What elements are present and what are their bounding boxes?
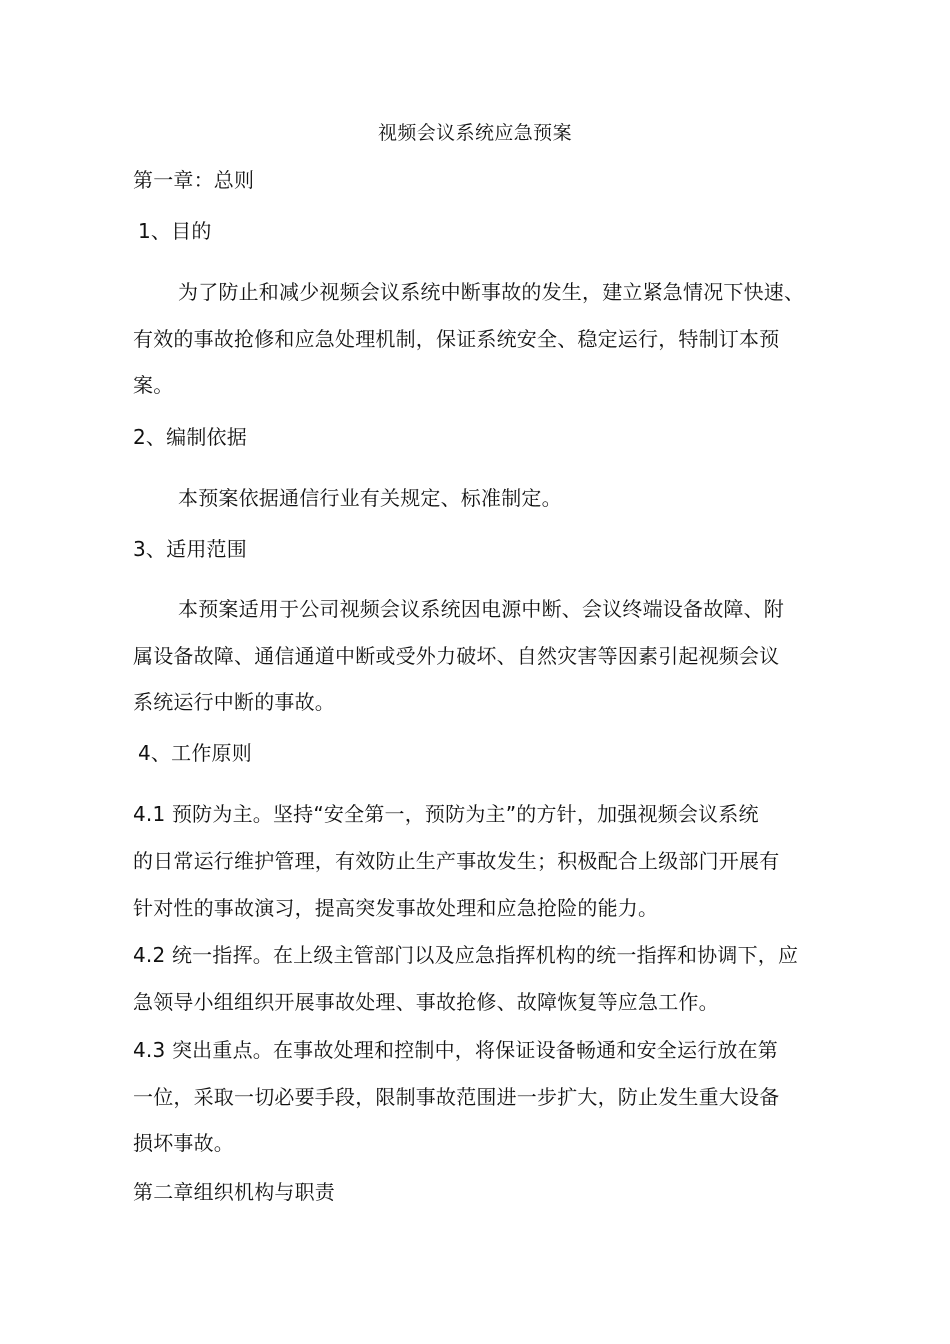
section-2-heading: 2、编制依据 (133, 425, 247, 449)
section-1-heading: 1、目的 (138, 219, 212, 243)
section-3-paragraph-line: 系统运行中断的事故。 (133, 690, 335, 714)
principle-4-2-line: 4.2 统一指挥。在上级主管部门以及应急指挥机构的统一指挥和协调下，应 (133, 943, 799, 967)
chapter-2-heading: 第二章组织机构与职责 (133, 1180, 335, 1204)
principle-4-3-line: 损坏事故。 (133, 1131, 234, 1155)
principle-4-1-line: 针对性的事故演习，提高突发事故处理和应急抢险的能力。 (133, 896, 659, 920)
section-4-heading: 4、工作原则 (138, 741, 252, 765)
principle-4-1-line: 的日常运行维护管理，有效防止生产事故发生；积极配合上级部门开展有 (133, 849, 780, 873)
document-title: 视频会议系统应急预案 (377, 122, 572, 144)
principle-4-3-line: 4.3 突出重点。在事故处理和控制中，将保证设备畅通和安全运行放在第 (133, 1038, 778, 1062)
section-2-paragraph-line: 本预案依据通信行业有关规定、标准制定。 (178, 486, 562, 510)
section-1-paragraph-line: 案。 (133, 373, 174, 397)
principle-4-1-line: 4.1 预防为主。坚持“安全第一，预防为主”的方针，加强视频会议系统 (133, 802, 759, 826)
section-3-heading: 3、适用范围 (133, 537, 247, 561)
section-1-paragraph-line: 有效的事故抢修和应急处理机制，保证系统安全、稳定运行，特制订本预 (133, 327, 780, 351)
chapter-1-heading: 第一章：总则 (133, 168, 255, 192)
principle-4-3-line: 一位，采取一切必要手段，限制事故范围进一步扩大，防止发生重大设备 (133, 1085, 780, 1109)
section-3-paragraph-line: 属设备故障、通信通道中断或受外力破坏、自然灾害等因素引起视频会议 (133, 644, 780, 668)
section-1-paragraph-line: 为了防止和减少视频会议系统中断事故的发生，建立紧急情况下快速、 (178, 280, 805, 304)
section-3-paragraph-line: 本预案适用于公司视频会议系统因电源中断、会议终端设备故障、附 (178, 597, 784, 621)
principle-4-2-line: 急领导小组组织开展事故处理、事故抢修、故障恢复等应急工作。 (133, 990, 719, 1014)
